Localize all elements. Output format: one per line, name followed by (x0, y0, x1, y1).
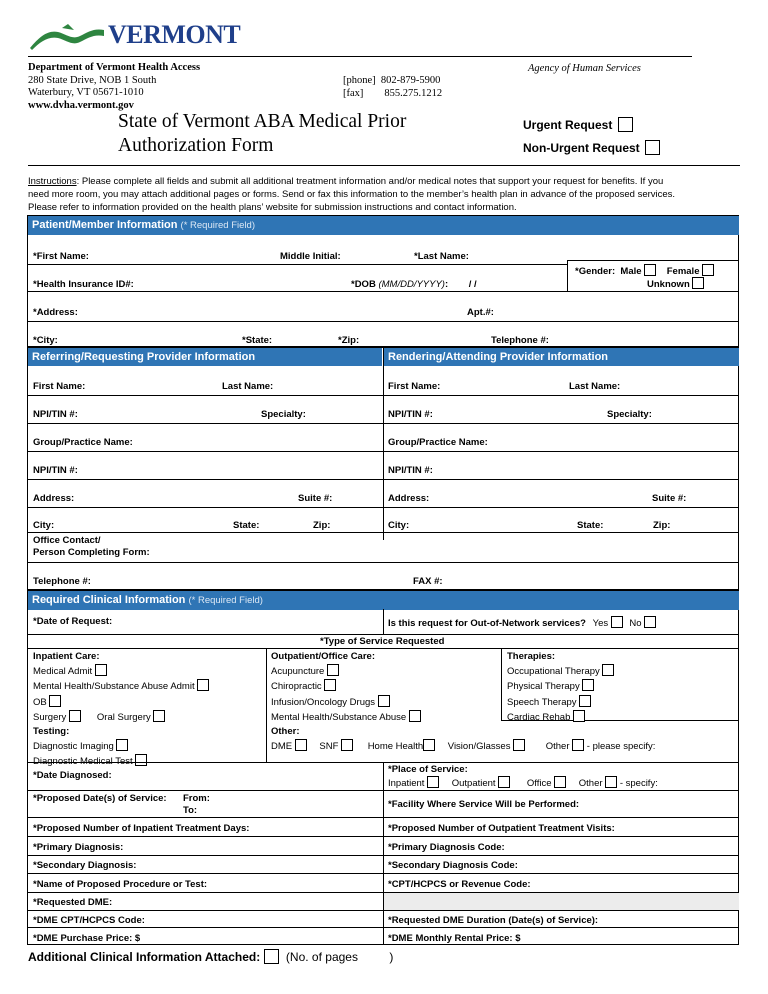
oral-surgery-checkbox[interactable] (153, 710, 165, 722)
brand-name: VERMONT (108, 20, 241, 49)
diagnostic-test-checkbox[interactable] (135, 754, 147, 766)
ren-first-name[interactable]: First Name: (388, 381, 441, 392)
snf-checkbox[interactable] (341, 739, 353, 751)
ref-zip[interactable]: Zip: (313, 520, 331, 531)
website-link[interactable]: www.dvha.vermont.gov (28, 99, 134, 111)
ref-npi-2[interactable]: NPI/TIN #: (33, 465, 78, 476)
referring-header: Referring/Requesting Provider Information (28, 348, 382, 366)
outpatient-mh-checkbox[interactable] (409, 710, 421, 722)
place-of-service-options: Inpatient Outpatient Office Other - specify: (388, 778, 658, 789)
gender-field: *Gender: Male Female (575, 264, 714, 277)
infusion-checkbox[interactable] (378, 695, 390, 707)
mountain-logo-icon (28, 22, 106, 52)
phone-label: [phone] (343, 75, 376, 86)
date-from[interactable]: From: (183, 793, 210, 804)
proposed-dates-label: *Proposed Date(s) of Service: (33, 793, 167, 804)
proposed-procedure[interactable]: *Name of Proposed Procedure or Test: (33, 879, 208, 890)
date-of-request[interactable]: *Date of Request: (33, 616, 113, 627)
physical-therapy-checkbox[interactable] (582, 679, 594, 691)
city-line: Waterbury, VT 05671-1010 (28, 87, 144, 98)
mh-admit-checkbox[interactable] (197, 679, 209, 691)
primary-diagnosis-code[interactable]: *Primary Diagnosis Code: (388, 842, 505, 853)
female-checkbox[interactable] (702, 264, 714, 276)
other-service-checkbox[interactable] (572, 739, 584, 751)
ren-state[interactable]: State: (577, 520, 604, 531)
dme-purchase-price[interactable]: *DME Purchase Price: $ (33, 933, 141, 944)
patient-state[interactable]: *State: (242, 335, 273, 346)
nonurgent-request: Non-Urgent Request (523, 140, 660, 155)
dme-rental-price[interactable]: *DME Monthly Rental Price: $ (388, 933, 521, 944)
ref-group[interactable]: Group/Practice Name: (33, 437, 133, 448)
contact-block (343, 75, 442, 100)
header-rule (28, 56, 692, 57)
dme-checkbox[interactable] (295, 739, 307, 751)
date-to[interactable]: To: (183, 805, 198, 816)
ref-last-name[interactable]: Last Name: (222, 381, 274, 392)
ren-address[interactable]: Address: (388, 493, 430, 504)
ob-checkbox[interactable] (49, 695, 61, 707)
clinical-header: Required Clinical Information (* Required Field) (28, 591, 739, 610)
urgent-checkbox[interactable] (618, 117, 633, 132)
out-of-network-question: Is this request for Out-of-Network services? Yes No (388, 616, 656, 629)
fax-label: [fax] (343, 87, 364, 99)
acupuncture-checkbox[interactable] (327, 664, 339, 676)
ren-zip[interactable]: Zip: (653, 520, 671, 531)
date-diagnosed[interactable]: *Date Diagnosed: (33, 770, 112, 781)
secondary-diagnosis[interactable]: *Secondary Diagnosis: (33, 860, 137, 871)
oon-no-checkbox[interactable] (644, 616, 656, 628)
ren-city[interactable]: City: (388, 520, 410, 531)
gender-unknown: Unknown (647, 277, 704, 290)
additional-info: Additional Clinical Information Attached: (No. of pages ) (28, 950, 394, 964)
patient-first-name[interactable]: *First Name: (33, 251, 89, 262)
form-title: State of Vermont ABA Medical Prior Authorization Form (118, 111, 407, 156)
patient-last-name[interactable]: *Last Name: (414, 251, 469, 262)
dob-field[interactable]: *DOB (MM/DD/YYYY): / / (351, 279, 477, 290)
home-health-checkbox[interactable] (423, 739, 435, 751)
facility[interactable]: *Facility Where Service Will be Performed: (388, 799, 580, 810)
place-office-checkbox[interactable] (554, 776, 566, 788)
medical-admit-checkbox[interactable] (95, 664, 107, 676)
office-telephone[interactable]: Telephone #: (33, 576, 91, 587)
outpatient-care-list: Outpatient/Office Care: Acupuncture Chiropractic Infusion/Oncology Drugs Mental Health/Substance Abuse Other: DME SNF Home Health Vision/Glasses Other - please specify: (271, 651, 656, 753)
patient-city[interactable]: *City: (33, 335, 58, 346)
therapies-list: Therapies: Occupational Therapy Physical Therapy Speech Therapy Cardiac Rehab (507, 650, 614, 725)
dme-cpt-code[interactable]: *DME CPT/HCPCS Code: (33, 915, 145, 926)
place-other-checkbox[interactable] (605, 776, 617, 788)
ren-last-name[interactable]: Last Name: (569, 381, 621, 392)
ren-group[interactable]: Group/Practice Name: (388, 437, 488, 448)
street: 280 State Drive, NOB 1 South (28, 74, 157, 86)
ref-address[interactable]: Address: (33, 493, 75, 504)
primary-diagnosis[interactable]: *Primary Diagnosis: (33, 842, 124, 853)
ren-npi[interactable]: NPI/TIN #: (388, 409, 433, 420)
ren-suite[interactable]: Suite #: (652, 493, 687, 504)
patient-apt[interactable]: Apt.#: (467, 307, 494, 318)
additional-info-checkbox[interactable] (264, 949, 279, 964)
occupational-therapy-checkbox[interactable] (602, 664, 614, 676)
surgery-checkbox[interactable] (69, 710, 81, 722)
cardiac-rehab-checkbox[interactable] (573, 710, 585, 722)
ref-city[interactable]: City: (33, 520, 55, 531)
office-fax[interactable]: FAX #: (413, 576, 443, 587)
type-of-service-title: *Type of Service Requested (320, 636, 445, 647)
ref-suite[interactable]: Suite #: (298, 493, 333, 504)
male-checkbox[interactable] (644, 264, 656, 276)
place-outpatient-checkbox[interactable] (498, 776, 510, 788)
vision-checkbox[interactable] (513, 739, 525, 751)
ref-specialty[interactable]: Specialty: (261, 409, 306, 420)
unknown-checkbox[interactable] (692, 277, 704, 289)
office-contact[interactable]: Office Contact/ Person Completing Form: (33, 535, 150, 558)
patient-middle-initial[interactable]: Middle Initial: (280, 251, 341, 262)
oon-yes-checkbox[interactable] (611, 616, 623, 628)
nonurgent-checkbox[interactable] (645, 140, 660, 155)
dme-duration[interactable]: *Requested DME Duration (Date(s) of Service): (388, 915, 599, 926)
patient-header: Patient/Member Information (* Required Field) (28, 216, 739, 235)
address-block (28, 62, 200, 112)
outpatient-visits[interactable]: *Proposed Number of Outpatient Treatment Visits: (388, 823, 615, 834)
cpt-code[interactable]: *CPT/HCPCS or Revenue Code: (388, 879, 531, 890)
title-rule (28, 165, 740, 166)
ref-npi[interactable]: NPI/TIN #: (33, 409, 78, 420)
diagnostic-imaging-checkbox[interactable] (116, 739, 128, 751)
ren-npi-2[interactable]: NPI/TIN #: (388, 465, 433, 476)
phone-number: 802-879-5900 (380, 75, 441, 86)
pages-count[interactable]: (No. of pages (285, 950, 358, 964)
patient-telephone[interactable]: Telephone #: (491, 335, 549, 346)
place-of-service-label: *Place of Service: (388, 764, 468, 775)
secondary-diagnosis-code[interactable]: *Secondary Diagnosis Code: (388, 860, 518, 871)
place-inpatient-checkbox[interactable] (427, 776, 439, 788)
dept-name: Department of Vermont Health Access (28, 62, 201, 73)
urgent-request: Urgent Request (523, 117, 633, 132)
vermont-logo (28, 20, 241, 52)
requested-dme[interactable]: *Requested DME: (33, 897, 113, 908)
patient-address[interactable]: *Address: (33, 307, 78, 318)
rendering-header: Rendering/Attending Provider Information (384, 348, 739, 366)
inpatient-care-list: Inpatient Care: Medical Admit Mental Health/Substance Abuse Admit OB Surgery Oral Surgery Testing: Diagnostic Imaging Diagnostic Medical Test (33, 650, 209, 770)
inpatient-days[interactable]: *Proposed Number of Inpatient Treatment Days: (33, 823, 250, 834)
chiropractic-checkbox[interactable] (324, 679, 336, 691)
fax-number: 855.275.1212 (384, 87, 443, 99)
ref-first-name[interactable]: First Name: (33, 381, 86, 392)
ref-state[interactable]: State: (233, 520, 260, 531)
health-insurance-id[interactable]: *Health Insurance ID#: (33, 279, 134, 290)
speech-therapy-checkbox[interactable] (579, 695, 591, 707)
agency-name: Agency of Human Services (528, 63, 641, 74)
instructions: Instructions: Please complete all fields and submit all additional treatment information and/or medical notes that support your request for benefits. If you need more room, you may attach additional pages or forms. Send or fax this information to the member’s health plan in advance of the proposed services. Please refer to information provided on the health plans’ website for submission instructions and contact information. (28, 176, 676, 213)
ren-specialty[interactable]: Specialty: (607, 409, 652, 420)
patient-zip[interactable]: *Zip: (338, 335, 360, 346)
instructions-label: Instructions (28, 176, 77, 187)
